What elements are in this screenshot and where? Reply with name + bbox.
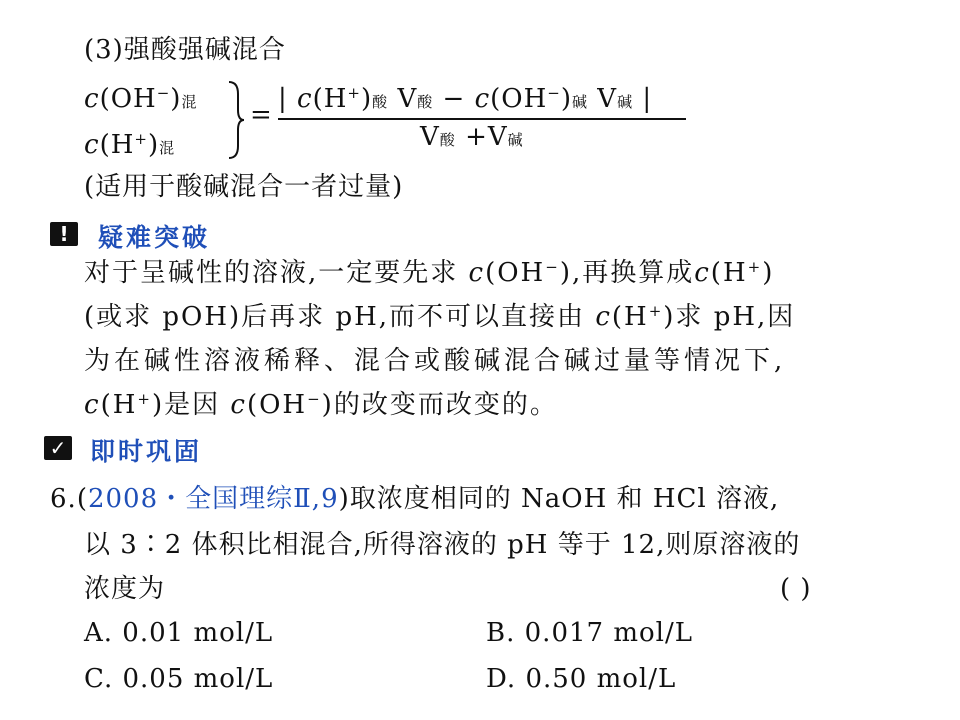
v-letter: V [397,84,418,114]
question-source: 2008・全国理综Ⅱ,9 [87,484,339,514]
alert-icon: ! [50,222,78,246]
abs-close: | [642,84,653,114]
plus-operator: + [465,122,488,152]
v-letter: V [420,122,440,152]
formula-denominator [420,120,524,157]
paren-close: ) [560,84,572,114]
minus-operator: − [442,84,466,114]
difficulty-heading: 疑难突破 [98,223,211,252]
option-c[interactable]: C. 0.05 mol/L [84,664,274,694]
consolidate-heading: 即时巩固 [90,437,203,466]
oh-text: (OH [490,84,548,114]
minus-sup: − [156,84,171,102]
h-text: (H [312,84,348,114]
c-letter: c [595,302,612,332]
difficulty-line-1: 对于呈碱性的溶液,一定要先求 c(OH−),再换算成c(H+) [84,258,775,288]
question-line-2: 以 3∶2 体积比相混合,所得溶液的 pH 等于 12,则原溶液的 [84,530,801,560]
right-brace [226,80,246,160]
question-number: 6. [50,484,77,514]
formula-numerator [278,82,652,119]
formula-h-mixed [84,128,175,165]
c-letter: c [230,390,247,420]
formula-oh-mixed [84,82,197,119]
c-letter: c [84,130,100,160]
plus-sup: + [347,84,361,102]
option-d[interactable]: D. 0.50 mol/L [486,664,677,694]
minus-sup: − [547,84,561,102]
option-a[interactable]: A. 0.01 mol/L [84,618,274,648]
c-letter: c [297,84,313,114]
plus-sup: + [134,130,148,148]
c-letter: c [694,258,711,288]
section-title: (3)强酸强碱混合 [84,35,286,65]
abs-open: | [278,84,288,114]
paren-close: ) [170,84,182,114]
paren-close: ) [361,84,373,114]
suan-sub: 酸 [439,131,456,149]
paren-close: ) [147,130,160,160]
applicability-note: (适用于酸碱混合一者过量) [84,172,404,202]
suan-sub: 酸 [417,93,434,111]
answer-blank: ( ) [780,574,812,604]
c-letter: c [474,84,491,114]
jian-sub: 碱 [617,93,634,111]
jian-sub: 碱 [507,131,524,149]
h-text: (H [99,130,135,160]
check-icon: ✓ [44,436,72,460]
v-letter: V [487,122,508,152]
option-b[interactable]: B. 0.017 mol/L [486,618,693,648]
oh-text: (OH [99,84,157,114]
question-line-3: 浓度为 [84,574,166,604]
c-letter: c [468,258,486,288]
hun-sub: 混 [159,139,176,157]
c-letter: c [84,84,100,114]
suan-sub: 酸 [372,93,389,111]
v-letter: V [597,84,618,114]
question-line-1: 6.(2008・全国理综Ⅱ,9)取浓度相同的 NaOH 和 HCl 溶液, [50,484,780,514]
equals-sign: = [250,100,273,130]
difficulty-line-4: c(H+)是因 c(OH−)的改变而改变的。 [84,390,558,420]
difficulty-line-3: 为在碱性溶液稀释、混合或酸碱混合碱过量等情况下, [84,346,787,376]
jian-sub: 碱 [572,93,589,111]
difficulty-line-2: (或求 pOH)后再求 pH,而不可以直接由 c(H+)求 pH,因 [84,302,796,332]
hun-sub: 混 [181,93,198,111]
c-letter: c [84,390,101,420]
